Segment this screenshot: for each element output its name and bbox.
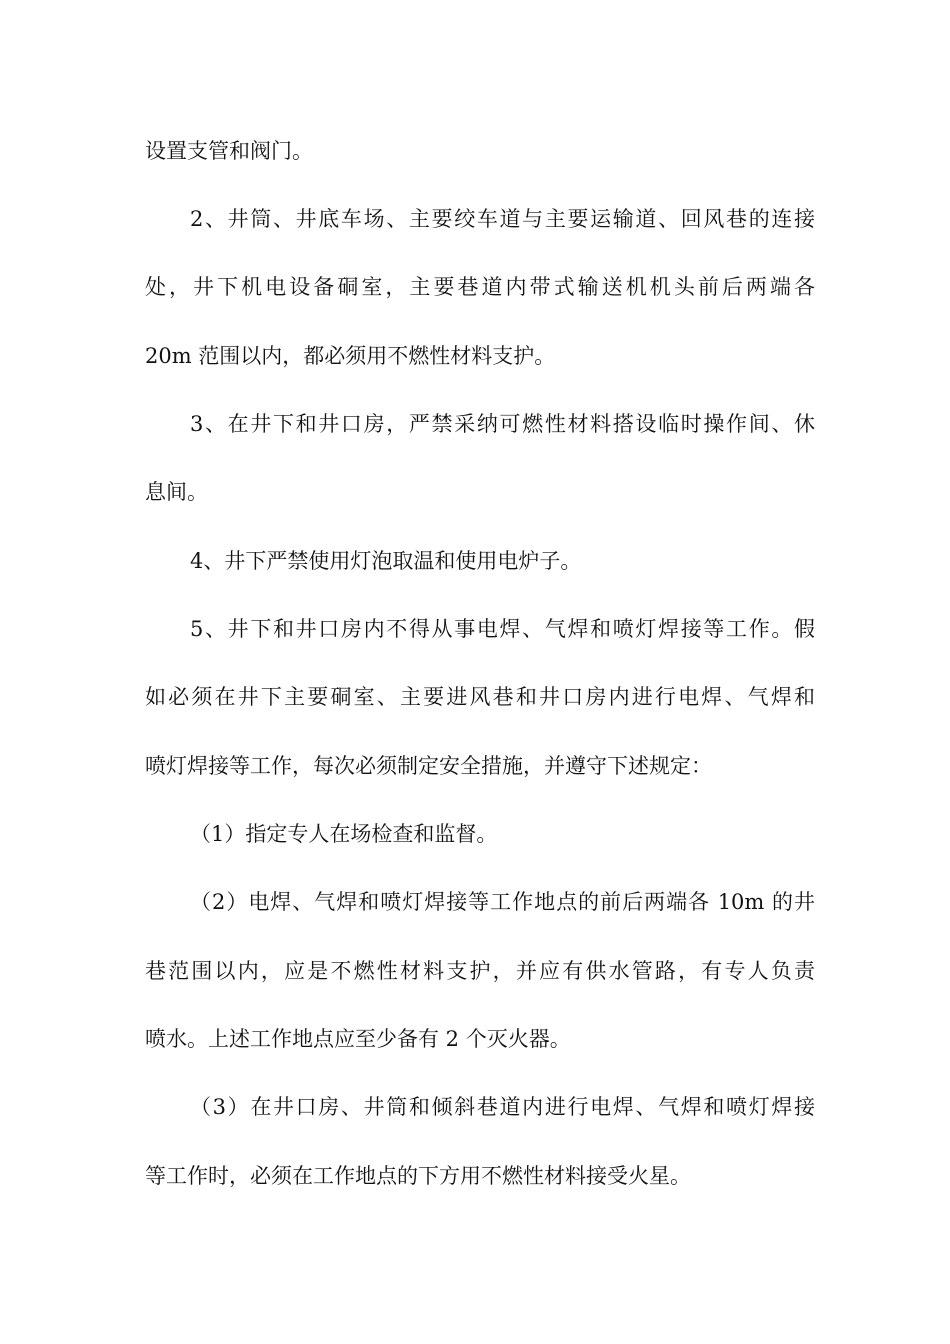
text-line-7: 4、井下严禁使用灯泡取温和使用电炉子。 (190, 549, 582, 573)
text-line-11: （1）指定专人在场检查和监督。 (190, 822, 498, 846)
text-line-4: 20m 范围以内，都必须用不燃性材料支护。 (145, 344, 556, 368)
text-line-15: （3）在井口房、井筒和倾斜巷道内进行电焊、气焊和喷灯焊接 (190, 1095, 815, 1119)
text-line-5: 3、在井下和井口房，严禁采纳可燃性材料搭设临时操作间、休 (190, 412, 815, 436)
text-line-14: 喷水。上述工作地点应至少备有 2 个灭火器。 (145, 1027, 571, 1051)
text-line-16: 等工作时，必须在工作地点的下方用不燃性材料接受火星。 (145, 1164, 691, 1188)
text-line-1: 设置支管和阀门。 (145, 139, 313, 163)
text-line-8: 5、井下和井口房内不得从事电焊、气焊和喷灯焊接等工作。假 (190, 617, 815, 641)
text-line-3: 处，井下机电设备硐室，主要巷道内带式输送机机头前后两端各 (145, 275, 815, 299)
text-line-6: 息间。 (145, 480, 208, 504)
text-line-9: 如必须在井下主要硐室、主要进风巷和井口房内进行电焊、气焊和 (145, 685, 815, 709)
text-line-13: 巷范围以内，应是不燃性材料支护，并应有供水管路，有专人负责 (145, 959, 815, 983)
text-line-10: 喷灯焊接等工作，每次必须制定安全措施，并遵守下述规定： (145, 754, 712, 778)
text-line-2: 2、井筒、井底车场、主要绞车道与主要运输道、回风巷的连接 (190, 207, 815, 231)
text-line-12: （2）电焊、气焊和喷灯焊接等工作地点的前后两端各 10m 的井 (190, 890, 815, 914)
